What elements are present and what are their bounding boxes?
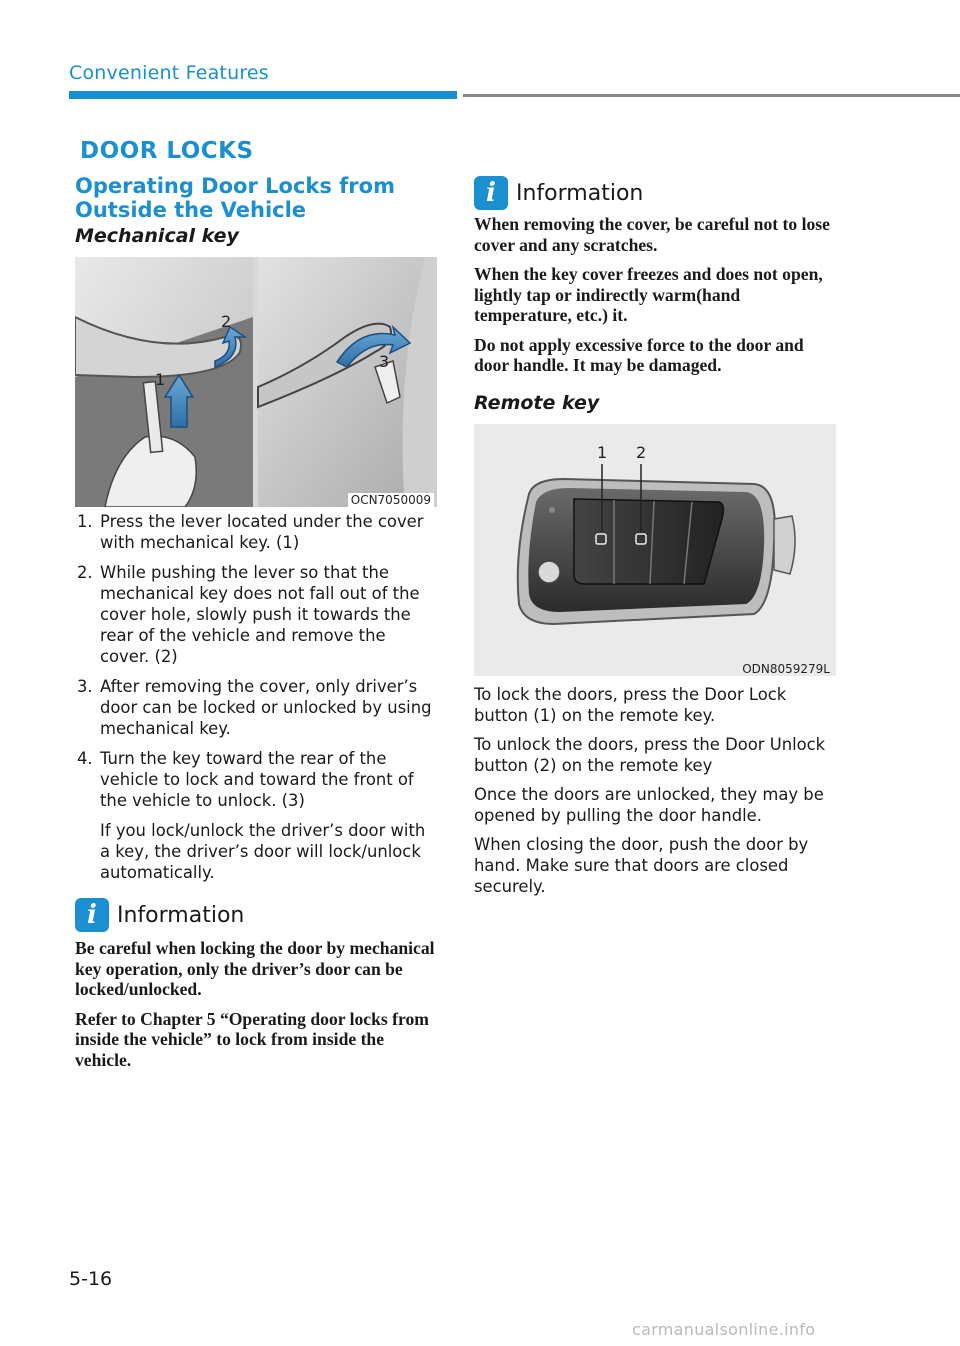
step-number: 4. [77, 749, 93, 768]
remote-key-illustration [474, 424, 836, 676]
body-paragraph: When closing the door, push the door by hand. Make sure that doors are closed securely. [474, 835, 809, 896]
step-text: Turn the key toward the rear of the vehicle to lock and toward the front of the vehicle to unlock. (3) [100, 749, 414, 810]
remote-key-text [474, 684, 838, 905]
info-body [75, 938, 440, 1079]
callout-1: 1 [155, 370, 166, 389]
info-label: Information [117, 902, 245, 928]
figure-code: OCN7050009 [348, 493, 434, 507]
info-paragraph: When the key cover freezes and does not open, lightly tap or indirectly warm(hand temperature, etc.) it. [474, 264, 823, 325]
page-number: 5-16 [69, 1268, 113, 1290]
callout-2: 2 [221, 312, 232, 331]
callout-2: 2 [636, 443, 647, 462]
body-paragraph: Once the doors are unlocked, they may be opened by pulling the door handle. [474, 785, 824, 825]
callout-3: 3 [379, 352, 390, 371]
info-paragraph: When removing the cover, be careful not to lose cover and any scratches. [474, 214, 830, 255]
info-heading [75, 898, 244, 932]
mechanical-key-illustration [75, 257, 437, 507]
remote-key-diagram [474, 424, 836, 676]
info-body [474, 214, 838, 385]
mechanical-key-heading: Mechanical key [75, 225, 239, 247]
step-number: 3. [77, 677, 93, 696]
list-item [77, 511, 439, 553]
header-rule-accent [69, 91, 457, 99]
list-item [77, 562, 439, 667]
info-icon: i [75, 898, 109, 932]
info-icon: i [474, 176, 508, 210]
door-handle-diagram [75, 257, 437, 507]
step-note: If you lock/unlock the driver’s door with a key, the driver’s door will lock/unlock automatically. [100, 821, 426, 882]
info-paragraph: Refer to Chapter 5 “Operating door locks from inside the vehicle” to lock from inside the vehicle. [75, 1008, 429, 1070]
info-heading [474, 176, 643, 210]
info-paragraph: Be careful when locking the door by mechanical key operation, only the driver’s door can be locked/unlocked. [75, 938, 435, 999]
step-text: After removing the cover, only driver’s door can be locked or unlocked by using mechanical key. [100, 677, 432, 738]
header-title: Convenient Features [69, 62, 269, 84]
watermark: carmanualsonline.info [632, 1320, 816, 1339]
subsection-title: Operating Door Locks from Outside the Vehicle [75, 174, 395, 222]
list-item [77, 676, 439, 739]
figure-code: ODN8059279L [742, 662, 830, 676]
body-paragraph: To lock the doors, press the Door Lock button (1) on the remote key. [474, 685, 787, 725]
section-title: DOOR LOCKS [80, 138, 254, 164]
step-text: Press the lever located under the cover with mechanical key. (1) [100, 512, 424, 552]
step-text: While pushing the lever so that the mechanical key does not fall out of the cover hole, slowly push it towards the rear of the vehicle and remove the cover. (2) [100, 563, 420, 666]
info-paragraph: Do not apply excessive force to the door and door handle. It may be damaged. [474, 334, 804, 375]
steps-list [77, 511, 439, 892]
header-rule [463, 94, 960, 97]
callout-1: 1 [597, 443, 608, 462]
step-number: 1. [77, 512, 93, 531]
remote-key-heading: Remote key [474, 392, 600, 414]
list-item [77, 748, 439, 883]
body-paragraph: To unlock the doors, press the Door Unlock button (2) on the remote key [474, 735, 826, 775]
step-number: 2. [77, 563, 93, 582]
info-label: Information [516, 180, 644, 206]
